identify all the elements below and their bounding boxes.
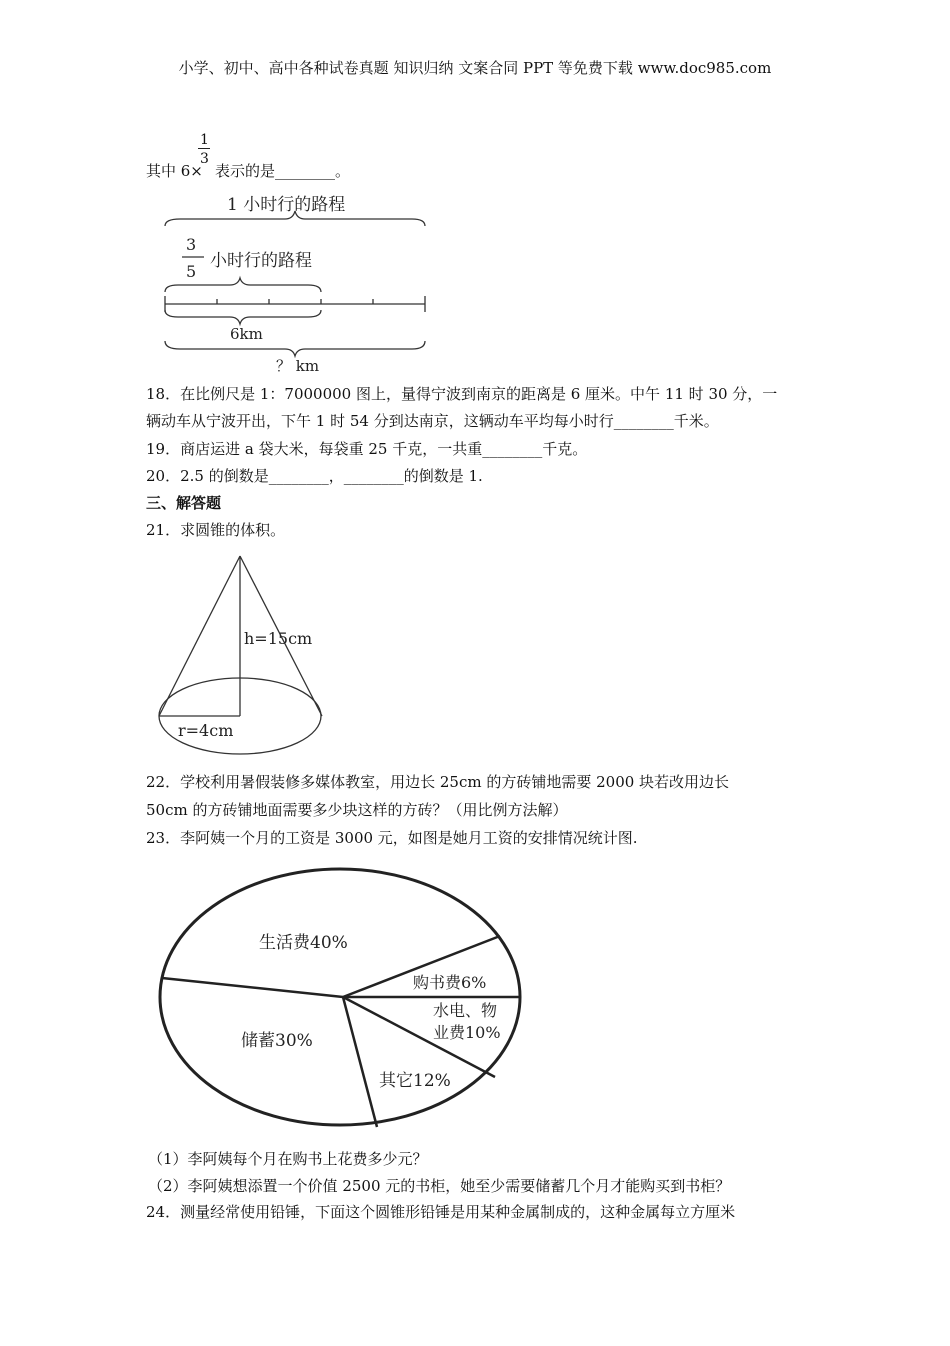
diagram-frac-denominator: 5 <box>186 262 197 281</box>
pie-slice-label-utilities-1: 水电、物 <box>433 1001 498 1020</box>
pie-slice-label-living: 生活费40% <box>259 933 348 953</box>
q21-cone-figure <box>150 548 335 763</box>
diagram-short-label: 6km <box>230 325 263 343</box>
q18-line1: 18．在比例尺是 1：7000000 图上，量得宁波到南京的距离是 6 厘米。中午 11 时 30 分，一 <box>146 385 778 403</box>
q17-suffix: 表示的是________。 <box>215 162 351 180</box>
q17-fraction-numerator: 1 <box>200 132 209 148</box>
q19-text: 19．商店运进 a 袋大米，每袋重 25 千克，一共重________千克。 <box>146 440 588 458</box>
diagram-bottom-brace <box>165 341 425 356</box>
q23-text: 23．李阿姨一个月的工资是 3000 元，如图是她月工资的安排情况统计图. <box>146 829 638 847</box>
pie-slice-label-books: 购书费6% <box>413 973 487 992</box>
q22-line1: 22．学校利用暑假装修多媒体教室，用边长 25cm 的方砖铺地需要 2000 块若改用边长 <box>146 773 730 791</box>
diagram-frac-numerator: 3 <box>186 235 197 254</box>
pie-slice-label-savings: 储蓄30% <box>241 1031 313 1051</box>
pie-divider-4 <box>343 997 377 1127</box>
cone-radius-label: r=4cm <box>178 721 234 740</box>
diagram-total-label: ？ km <box>276 357 320 375</box>
q20-text: 20．2.5 的倒数是________，________的倒数是 1. <box>146 467 483 485</box>
diagram-short-brace <box>165 310 321 324</box>
q18-line2: 辆动车从宁波开出，下午 1 时 54 分到达南京，这辆动车平均每小时行________千米。 <box>146 412 719 430</box>
pie-divider-5 <box>162 978 343 997</box>
q24-text: 24．测量经常使用铅锤，下面这个圆锥形铅锤是用某种金属制成的，这种金属每立方厘米 <box>146 1203 736 1221</box>
pie-slice-label-other: 其它12% <box>379 1071 451 1091</box>
q23-pie-chart <box>155 860 535 1140</box>
q22-line2: 50cm 的方砖铺地面需要多少块这样的方砖？（用比例方法解） <box>146 801 568 819</box>
cone-height-label: h=15cm <box>244 629 313 648</box>
q21-text: 21．求圆锥的体积。 <box>146 521 286 539</box>
cone-left-edge <box>159 556 240 716</box>
page-header: 小学、初中、高中各种试卷真题 知识归纳 文案合同 PPT 等免费下载 www.doc985.com <box>178 59 772 77</box>
diagram-top-label: 1 小时行的路程 <box>227 195 346 215</box>
diagram-frac-label: 小时行的路程 <box>210 251 312 271</box>
q23-sub2: （2）李阿姨想添置一个价值 2500 元的书柜，她至少需要储蓄几个月才能购买到书柜？ <box>148 1177 731 1195</box>
q17-fraction-denominator: 3 <box>200 151 209 167</box>
q17-prefix: 其中 6× <box>146 162 203 180</box>
q23-sub1: （1）李阿姨每个月在购书上花费多少元？ <box>148 1150 428 1168</box>
section-3-title: 三、解答题 <box>146 494 222 512</box>
pie-slice-label-utilities-2: 业费10% <box>433 1023 501 1042</box>
q17-distance-diagram <box>160 186 435 376</box>
q17-fraction-bar <box>198 148 210 149</box>
